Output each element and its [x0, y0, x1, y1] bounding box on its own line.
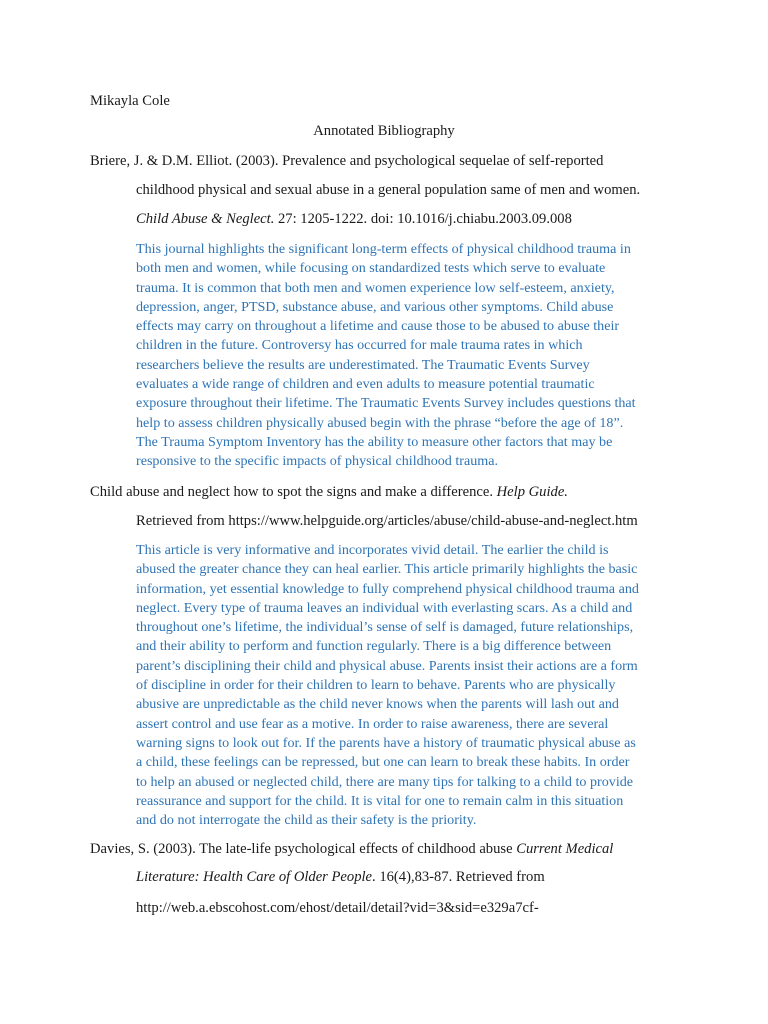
annotation-line: throughout one’s lifetime, the individual’s sense of self is damaged, future relationships,	[136, 619, 634, 636]
entry-3-source: Current Medical	[516, 841, 614, 857]
entry-1-citation-line-1: Briere, J. & D.M. Elliot. (2003). Prevalence and psychological sequelae of self-reported	[90, 153, 604, 169]
author-name: Mikayla Cole	[90, 93, 170, 109]
entry-3-details: . 16(4),83-87. Retrieved from	[372, 869, 545, 885]
annotation-line: assert control and use fear as a motive. In order to raise awareness, there are several	[136, 715, 609, 732]
annotation-line: help to assess children physically abused begin with the phrase “before the age of 18”.	[136, 414, 624, 431]
annotation-line: warning signs to look out for. If the parents have a history of traumatic physical abuse as	[136, 734, 636, 751]
entry-3-citation-line-2	[136, 868, 545, 887]
entry-1-citation-line-2: childhood physical and sexual abuse in a general population same of men and women.	[136, 182, 641, 198]
entry-1-journal: Child Abuse & Neglect.	[136, 211, 275, 227]
annotation-line: responsive to the specific impacts of physical childhood trauma.	[136, 453, 499, 470]
annotation-line: This article is very informative and incorporates vivid detail. The earlier the child is	[136, 542, 609, 558]
annotation-line: researchers believe the results are underestimated. The Traumatic Events Survey	[136, 356, 590, 373]
entry-3-citation-text: Davies, S. (2003). The late-life psychological effects of childhood abuse	[90, 841, 517, 857]
annotation-line: to help an abused or neglected child, there are many tips for talking to a child to provide	[136, 773, 634, 790]
annotation-line: abusive are unpredictable as the child never knows when the parents will lash out and	[136, 696, 619, 713]
annotation-line: trauma. It is common that both men and women experience low self-esteem, anxiety,	[136, 279, 615, 296]
entry-2-retrieved: Retrieved from https://www.helpguide.org/articles/abuse/child-abuse-and-neglect.htm	[136, 513, 638, 529]
annotation-line: depression, anger, PTSD, substance abuse, and various other symptoms. Child abuse	[136, 298, 614, 315]
annotation-line: of discipline in order for their children to learn to behave. Parents who are physically	[136, 677, 616, 694]
annotation-line: evaluates a wide range of children and even adults to measure potential traumatic	[136, 376, 595, 393]
annotation-line: and their ability to perform and function regularly. There is a big difference between	[136, 638, 612, 655]
entry-3-source-continued: Literature: Health Care of Older People	[136, 869, 373, 885]
annotation-line: information, yet essential knowledge to fully comprehend physical childhood trauma and	[136, 580, 639, 597]
entry-3-citation-line-1	[90, 840, 613, 859]
annotation-line: and do not interrogate the child as their safety is the priority.	[136, 812, 477, 829]
annotation-line: reassurance and support for the child. It is vital for one to remain calm in this situation	[136, 792, 624, 809]
annotation-line: exposure throughout their lifetime. The Traumatic Events Survey includes questions that	[136, 395, 636, 412]
entry-1-citation-line-3	[136, 210, 572, 229]
entry-2-citation-text: Child abuse and neglect how to spot the signs and make a difference.	[90, 484, 497, 500]
annotation-line: abused the greater chance they can heal earlier. This article primarily highlights the basic	[136, 561, 638, 578]
document-title: Annotated Bibliography	[313, 123, 455, 139]
annotation-line: neglect. Every type of trauma leaves an individual with everlasting scars. As a child and	[136, 599, 633, 616]
entry-2-annotation	[136, 541, 676, 830]
annotation-line: This journal highlights the significant long-term effects of physical childhood trauma in	[136, 241, 631, 257]
annotation-line: effects may carry on throughout a lifetime and cause those to be abused to abuse their	[136, 318, 620, 335]
annotation-line: The Trauma Symptom Inventory has the ability to measure other factors that may be	[136, 433, 613, 450]
annotation-line: parent’s disciplining their child and physical abuse. Parents insist their actions are a form	[136, 657, 638, 674]
entry-1-annotation	[136, 240, 676, 472]
entry-2-citation	[90, 483, 568, 502]
entry-3-url: http://web.a.ebscohost.com/ehost/detail/detail?vid=3&sid=e329a7cf-	[136, 900, 539, 916]
entry-2-source: Help Guide.	[496, 484, 568, 500]
annotation-line: a child, these feelings can be repressed, but one can learn to break these habits. In order	[136, 754, 630, 771]
annotation-line: children in the future. Controversy has occurred for male trauma rates in which	[136, 337, 583, 354]
annotation-line: both men and women, while focusing on standardized tests which serve to evaluate	[136, 260, 606, 277]
entry-1-details: 27: 1205-1222. doi: 10.1016/j.chiabu.2003.09.008	[274, 211, 572, 227]
